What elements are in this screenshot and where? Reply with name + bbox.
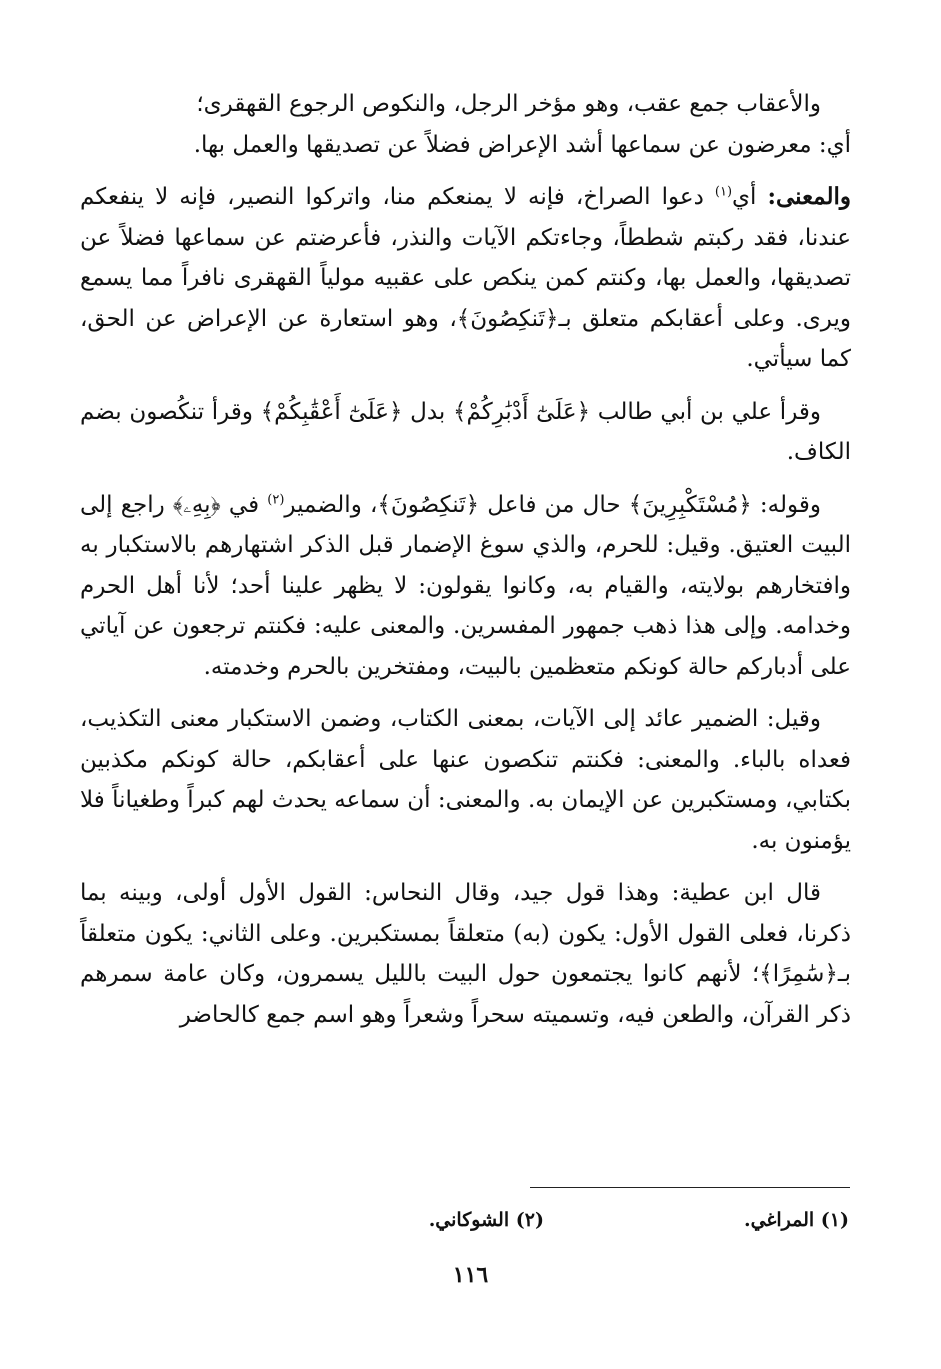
paragraph-6-text: قال ابن عطية: وهذا قول جيد، وقال النحاس: القول الأول أولى، وبينه بما ذكرنا، فعلى القول الأول: يكون (به) متعلقاً بمستكبرين. وعلى الثاني: يكون متعلقاً بـ﴿سَٰمِرًا﴾؛ لأنهم كانوا يجتمعون حول البيت بالليل يسمرون، وكان عامة سمرهم ذكر القرآن، والطعن فيه، وتسميته سحراً وشعراً وهو اسم جمع كالحاضر xyxy=(80,880,851,1028)
paragraph-4 xyxy=(80,485,851,688)
paragraph-3-text: وقرأ علي بن أبي طالب ﴿عَلَىٰٓ أَدْبَٰرِكُمْ﴾ بدل ﴿عَلَىٰٓ أَعْقَٰبِكُمْ﴾ وقرأ تنكُصون بضم الكاف. xyxy=(80,398,851,465)
page-number: ١١٦ xyxy=(452,1262,489,1288)
paragraph-6 xyxy=(80,873,851,1035)
paragraph-2-text-b: دعوا الصراخ، فإنه لا يمنعكم منا، واتركوا النصير، فإنه لا ينفعكم عندنا، فقد ركبتم شططاً، وجاءتكم الآيات والنذر، فأعرضتم عن سماعها فضلاً عن تصديقها، والعمل بها، وكنتم كمن ينكص على عقبيه مولياً القهقرى نافراً مما يسمع ويرى. وعلى أعقابكم متعلق بـ﴿تَنكِصُونَ﴾، وهو استعارة عن الإعراض عن الحق، كما سيأتي. xyxy=(80,184,851,372)
main-text xyxy=(80,84,851,1047)
footnotes xyxy=(309,1206,849,1234)
paragraph-5-text: وقيل: الضمير عائد إلى الآيات، بمعنى الكتاب، وضمن الاستكبار معنى التكذيب، فعداه بالباء. والمعنى: فكنتم تنكصون عنها على أعقابكم، حالة كونكم مكذبين بكتابي، ومستكبرين عن الإيمان به. والمعنى: أن سماعه يحدث لهم كبراً وطغياناً فلا يؤمنون به. xyxy=(80,706,851,854)
paragraph-1-line-2: أي: معرضون عن سماعها أشد الإعراض فضلاً عن تصديقها والعمل بها. xyxy=(193,131,851,158)
footnote-separator xyxy=(530,1187,850,1188)
paragraph-2 xyxy=(80,177,851,380)
footnote-2-marker: (٢) xyxy=(515,1209,544,1231)
paragraph-5 xyxy=(80,699,851,861)
paragraph-2-text-a: أي xyxy=(732,184,768,210)
paragraph-4-text-a: وقوله: ﴿مُسْتَكْبِرِينَ﴾ حال من فاعل ﴿تَنكِصُونَ﴾، والضمير xyxy=(284,491,821,518)
paragraph-1 xyxy=(80,84,851,165)
paragraph-2-lead: والمعنى: xyxy=(767,183,851,210)
footnote-2 xyxy=(429,1206,544,1234)
footnote-ref-1: (١) xyxy=(714,184,733,200)
footnote-2-text: الشوكاني. xyxy=(428,1209,510,1231)
footnote-1 xyxy=(744,1206,849,1234)
paragraph-1-line-1: والأعقاب جمع عقب، وهو مؤخر الرجل، والنكوص الرجوع القهقرى؛ xyxy=(196,91,821,117)
paragraph-4-text-b: في ﴿بِهِۦ﴾ راجع إلى البيت العتيق. وقيل: للحرم، والذي سوغ الإضمار قبل الذكر اشتهارهم بالاستكبار به وافتخارهم بولايته، والقيام به، وكانوا يقولون: لا يظهر علينا أحد؛ لأنا أهل الحرم وخدامه. وإلى هذا ذهب جمهور المفسرين. والمعنى عليه: فكنتم ترجعون عن آياتي على أدباركم حالة كونكم متعظمين بالبيت، ومفتخرين بالحرم وخدمته. xyxy=(80,491,851,680)
footnote-1-text: المراغي. xyxy=(743,1209,815,1231)
footnote-ref-2: (٢) xyxy=(267,491,285,507)
footnote-1-marker: (١) xyxy=(820,1209,849,1231)
paragraph-3 xyxy=(80,392,851,473)
